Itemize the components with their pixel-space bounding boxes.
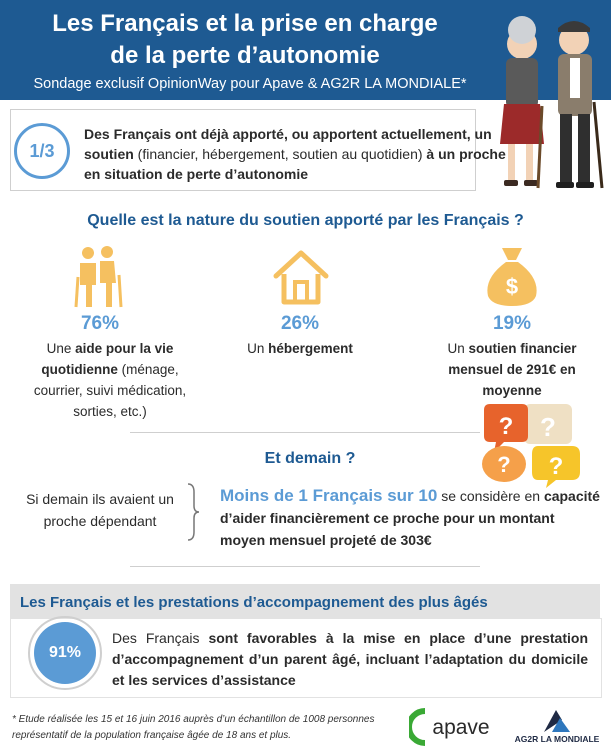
page-subtitle: Sondage exclusif OpinionWay pour Apave & AG2R LA MONDIALE*: [33, 76, 467, 92]
page-title: [0, 8, 490, 72]
demain-text-1: se considère en: [437, 488, 544, 504]
intro-text-light: (financier, hébergement, soutien au quotidien): [133, 146, 427, 162]
svg-text:?: ?: [497, 452, 511, 477]
desc-daily-aid: [20, 338, 200, 422]
svg-text:?: ?: [548, 453, 564, 480]
ag2r-logo-mark: [540, 706, 574, 734]
prestations-text: [112, 628, 588, 691]
percent-housing: 26%: [280, 313, 320, 334]
demain-text-2: capacité d’aider financièrement ce proche pour un montant moyen mensuel projeté de 303€: [220, 488, 600, 548]
desc-bold: aide pour la vie quotidienne: [41, 341, 174, 377]
desc-pre: Un: [247, 341, 269, 356]
desc-financial: [432, 338, 592, 401]
svg-text:?: ?: [540, 412, 556, 442]
prestations-percent-badge: 91%: [34, 622, 96, 684]
desc-post: (ménage, courrier, suivi médication, sorties, etc.): [33, 362, 187, 419]
title-line-1: Les Français et la prise en charge: [52, 10, 438, 37]
demain-statement: [220, 485, 600, 551]
prestations-text-bold: sont favorables à la mise en place d’une prestation d’accompagnement d’un parent âgé, incluant l’adaptation du domicile et les services d’assistance: [112, 630, 588, 688]
intro-text-bold-1: Des Français ont déjà apporté, ou apportent actuellement, un soutien: [84, 126, 492, 162]
footnote: * Etude réalisée les 15 et 16 juin 2016 auprès d’un échantillon de 1008 personnes représentatif de la population française âgée de 18 ans et plus.: [12, 714, 375, 741]
ag2r-logo-text: AG2R LA MONDIALE: [514, 734, 600, 744]
intro-text-bold-2: à un proche en situation de perte d’autonomie: [84, 146, 506, 182]
question-bubbles-illustration: [476, 398, 588, 490]
svg-text:$: $: [505, 274, 519, 299]
desc-bold: soutien financier mensuel de 291€ en moyenne: [448, 341, 577, 398]
percent-daily-aid: 76%: [80, 313, 120, 334]
desc-pre: Une: [46, 341, 76, 356]
percent-financial: 19%: [492, 313, 532, 334]
title-line-2: de la perte d’autonomie: [110, 42, 380, 69]
desc-pre: Un: [447, 341, 469, 356]
demain-title: Et demain ?: [264, 450, 356, 467]
divider: [130, 432, 480, 433]
svg-text:?: ?: [498, 413, 514, 440]
ratio-badge: 1/3: [14, 123, 70, 179]
apave-logo: [409, 707, 499, 747]
desc-bold: hébergement: [268, 341, 353, 356]
elderly-couple-icon: [74, 245, 124, 309]
prestations-title: Les Français et les prestations d’accompagnement des plus âgés: [20, 594, 488, 611]
desc-housing: [220, 338, 380, 359]
money-bag-icon: [484, 244, 540, 308]
prestations-text-light: Des Français: [112, 630, 209, 646]
apave-logo-text: apave: [432, 716, 490, 739]
demain-highlight: Moins de 1 Français sur 10: [220, 486, 438, 505]
demain-condition: Si demain ils avaient un proche dépendant: [26, 491, 174, 529]
brace-icon: [186, 482, 200, 542]
intro-text: [84, 124, 509, 184]
house-icon: [272, 248, 330, 306]
nature-section-title: Quelle est la nature du soutien apporté par les Français ?: [87, 212, 524, 229]
divider: [130, 566, 480, 567]
